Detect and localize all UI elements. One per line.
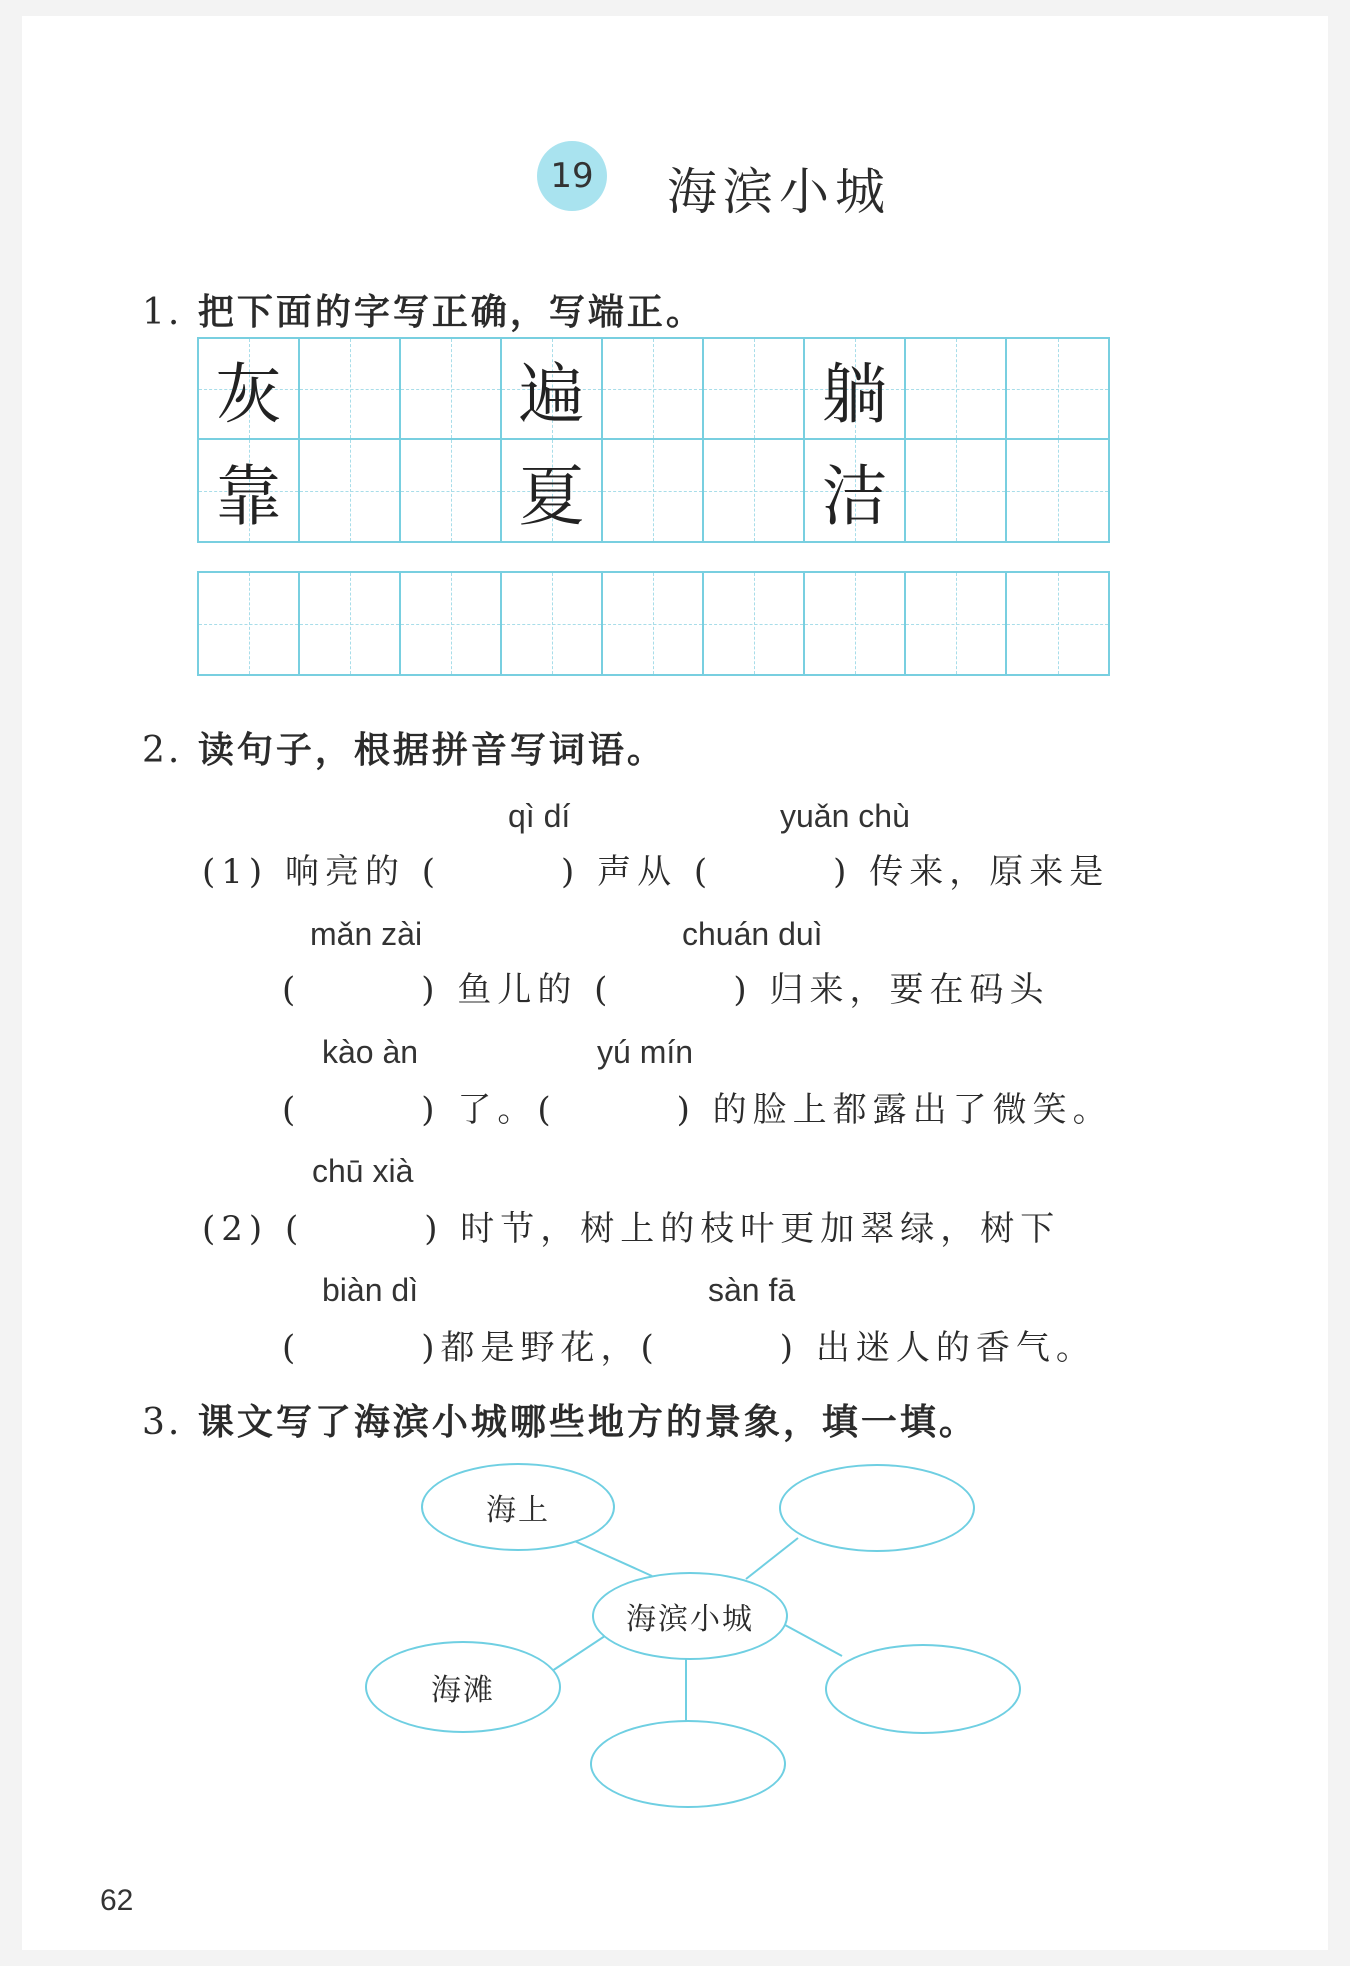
grid-character: 灰 xyxy=(215,356,282,433)
pinyin-chu-xia: chū xià xyxy=(312,1153,414,1189)
sentence-line-4: (2) ( ) 时节，树上的枝叶更加翠绿，树下 xyxy=(202,1209,1061,1249)
q1-number: 1. xyxy=(142,292,183,333)
pinyin-kao-an: kào àn xyxy=(322,1034,419,1070)
map-node-blank-top-right[interactable] xyxy=(779,1464,975,1552)
pinyin-yuan-chu: yuǎn chù xyxy=(780,798,910,834)
connector-top-left xyxy=(570,1539,652,1576)
grid-character: 躺 xyxy=(821,356,888,433)
q3-number: 3. xyxy=(142,1402,183,1443)
pinyin-yu-min: yú mín xyxy=(597,1034,694,1070)
sentence-line-2: ( ) 鱼儿的 ( ) 归来，要在码头 xyxy=(282,970,1050,1010)
sentence-line-3: ( ) 了。( ) 的脸上都露出了微笑。 xyxy=(282,1090,1113,1130)
page-number: 62 xyxy=(100,1884,134,1917)
pinyin-chuan-dui: chuán duì xyxy=(682,916,823,952)
workbook-page xyxy=(22,16,1328,1950)
pinyin-bian-di: biàn dì xyxy=(322,1272,419,1308)
grid-character: 靠 xyxy=(215,458,282,535)
grid-character: 遍 xyxy=(518,356,585,433)
mind-map-connectors xyxy=(22,16,1328,1950)
sentence-line-5: ( )都是野花，( ) 出迷人的香气。 xyxy=(282,1328,1096,1368)
pinyin-qi-di: qì dí xyxy=(508,798,571,834)
q3-text: 课文写了海滨小城哪些地方的景象，填一填。 xyxy=(197,1401,978,1443)
q2-text: 读句子，根据拼音写词语。 xyxy=(197,729,666,771)
grid-character: 夏 xyxy=(518,458,585,535)
map-node-beach-label: 海滩 xyxy=(431,1673,495,1708)
lesson-number: 19 xyxy=(550,156,594,196)
map-node-sea-label: 海上 xyxy=(486,1493,550,1528)
q2-number: 2. xyxy=(142,730,183,771)
q1-text: 把下面的字写正确，写端正。 xyxy=(197,291,705,333)
map-node-sea[interactable] xyxy=(421,1463,615,1551)
grid-character: 洁 xyxy=(821,458,888,535)
pinyin-man-zai: mǎn zài xyxy=(310,916,423,952)
map-node-beach[interactable] xyxy=(365,1641,561,1733)
sentence-line-1: (1) 响亮的 ( ) 声从 ( ) 传来，原来是 xyxy=(202,852,1110,892)
map-node-center xyxy=(592,1572,788,1660)
lesson-title: 海滨小城 xyxy=(667,163,891,221)
connector-top-right xyxy=(746,1538,798,1579)
map-node-blank-bottom[interactable] xyxy=(590,1720,786,1808)
pinyin-san-fa: sàn fā xyxy=(708,1272,796,1308)
map-node-center-label: 海滨小城 xyxy=(626,1602,754,1637)
map-node-blank-right[interactable] xyxy=(825,1644,1021,1734)
